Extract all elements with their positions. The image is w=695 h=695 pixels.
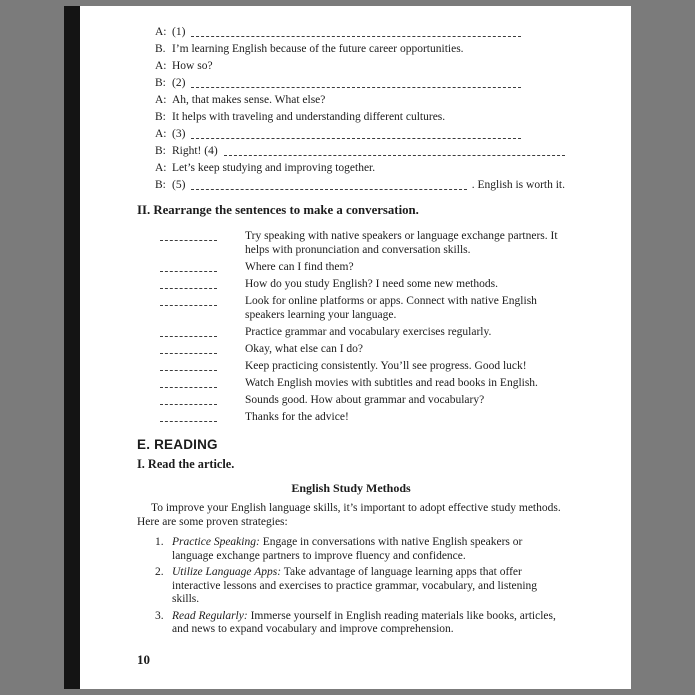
dialogue-line	[155, 24, 565, 41]
speaker-label: A:	[155, 60, 167, 72]
dialogue-line	[155, 41, 565, 58]
strategy-number: 2.	[155, 566, 164, 578]
speaker-label: B:	[155, 77, 166, 89]
book-spine	[64, 6, 80, 689]
speaker-label: B.	[155, 43, 166, 55]
dialogue-line	[155, 126, 565, 143]
strategy-text	[172, 610, 565, 637]
rearrange-item	[137, 359, 565, 373]
dialogue-text-after-blank: . English is worth it.	[471, 179, 565, 191]
dialogue-line	[155, 58, 565, 75]
dialogue-text: Let’s keep studying and improving together.	[172, 162, 376, 174]
rearrange-sentence: Practice grammar and vocabulary exercises regularly.	[245, 326, 492, 338]
speaker-label: A:	[155, 128, 167, 140]
speaker-label: B:	[155, 179, 166, 191]
dialogue-text: How so?	[172, 60, 213, 72]
strategy-body: Immerse yourself in English reading materials like books, articles, and news to expand vocabulary and improve comprehension.	[172, 609, 556, 635]
order-blank	[160, 305, 217, 306]
rearrange-item	[137, 277, 565, 291]
dialogue-text: (5)	[172, 179, 186, 191]
speaker-label: A:	[155, 162, 167, 174]
rearrange-sentence: Okay, what else can I do?	[245, 343, 364, 355]
dialogue-line	[155, 177, 565, 194]
strategy-lead: Practice Speaking:	[172, 536, 260, 548]
answer-blank	[224, 155, 565, 156]
rearrange-item	[137, 376, 565, 390]
rearrange-list	[137, 229, 565, 424]
rearrange-item	[137, 393, 565, 407]
rearrange-sentence: Look for online platforms or apps. Connect with native English speakers learning your language.	[245, 295, 537, 321]
answer-blank	[191, 189, 466, 190]
dialogue-text: Right! (4)	[172, 145, 218, 157]
dialogue-line	[155, 75, 565, 92]
rearrange-item	[137, 342, 565, 356]
order-blank	[160, 370, 217, 371]
reading-section-heading: E. READING	[137, 437, 218, 452]
strategy-item	[137, 536, 565, 563]
order-blank	[160, 271, 217, 272]
answer-blank	[191, 87, 521, 88]
dialogue-text: (3)	[172, 128, 186, 140]
rearrange-sentence: How do you study English? I need some new methods.	[245, 278, 498, 290]
rearrange-item	[137, 410, 565, 424]
dialogue-text: I’m learning English because of the future career opportunities.	[172, 43, 464, 55]
speaker-label: A:	[155, 26, 167, 38]
rearrange-sentence: Sounds good. How about grammar and vocabulary?	[245, 394, 485, 406]
answer-blank	[191, 36, 521, 37]
dialogue-line	[155, 92, 565, 109]
order-blank	[160, 336, 217, 337]
reading-instruction: I. Read the article.	[137, 457, 235, 471]
article-intro: To improve your English language skills, it’s important to adopt effective study methods. Here are some proven strategies:	[137, 502, 561, 528]
rearrange-item	[137, 325, 565, 339]
strategy-number: 1.	[155, 536, 164, 548]
strategy-lead: Utilize Language Apps:	[172, 566, 282, 578]
order-blank	[160, 421, 217, 422]
rearrange-item	[137, 260, 565, 274]
order-blank	[160, 404, 217, 405]
dialogue-line	[155, 143, 565, 160]
strategy-text	[172, 566, 565, 607]
page-number: 10	[137, 651, 150, 667]
strategy-body: Take advantage of language learning apps that offer interactive lessons and exercises to practice grammar, vocabulary, and listening skills.	[172, 566, 538, 605]
dialogue-line	[155, 109, 565, 126]
rearrange-sentence: Watch English movies with subtitles and read books in English.	[245, 377, 538, 389]
rearrange-sentence: Try speaking with native speakers or language exchange partners. It helps with pronunciation and conversation skills.	[245, 230, 558, 256]
speaker-label: B:	[155, 145, 166, 157]
strategy-item	[137, 610, 565, 637]
article-title: English Study Methods	[291, 481, 411, 495]
rearrange-item	[137, 294, 565, 322]
dialogue-line	[155, 160, 565, 177]
page-content	[137, 24, 565, 668]
strategy-item	[137, 566, 565, 607]
strategy-lead: Read Regularly:	[172, 609, 248, 622]
order-blank	[160, 240, 217, 241]
speaker-label: A:	[155, 94, 167, 106]
strategy-text	[172, 536, 565, 563]
fill-in-dialogue	[155, 24, 565, 194]
rearrange-sentence: Thanks for the advice!	[245, 411, 349, 423]
answer-blank	[191, 138, 521, 139]
rearrange-sentence: Keep practicing consistently. You’ll see progress. Good luck!	[245, 360, 527, 372]
order-blank	[160, 353, 217, 354]
dialogue-text: It helps with traveling and understanding different cultures.	[172, 111, 446, 123]
rearrange-heading: II. Rearrange the sentences to make a conversation.	[137, 203, 419, 217]
workbook-page	[80, 6, 631, 689]
strategy-number: 3.	[155, 609, 164, 622]
strategy-list	[137, 536, 565, 637]
dialogue-text: Ah, that makes sense. What else?	[172, 94, 326, 106]
order-blank	[160, 387, 217, 388]
order-blank	[160, 288, 217, 289]
dialogue-text: (1)	[172, 26, 186, 38]
speaker-label: B:	[155, 111, 166, 123]
rearrange-item	[137, 229, 565, 257]
rearrange-sentence: Where can I find them?	[245, 261, 354, 273]
dialogue-text: (2)	[172, 77, 186, 89]
strategy-body: Engage in conversations with native English speakers or language exchange partners to improve fluency and confidence.	[172, 536, 523, 562]
